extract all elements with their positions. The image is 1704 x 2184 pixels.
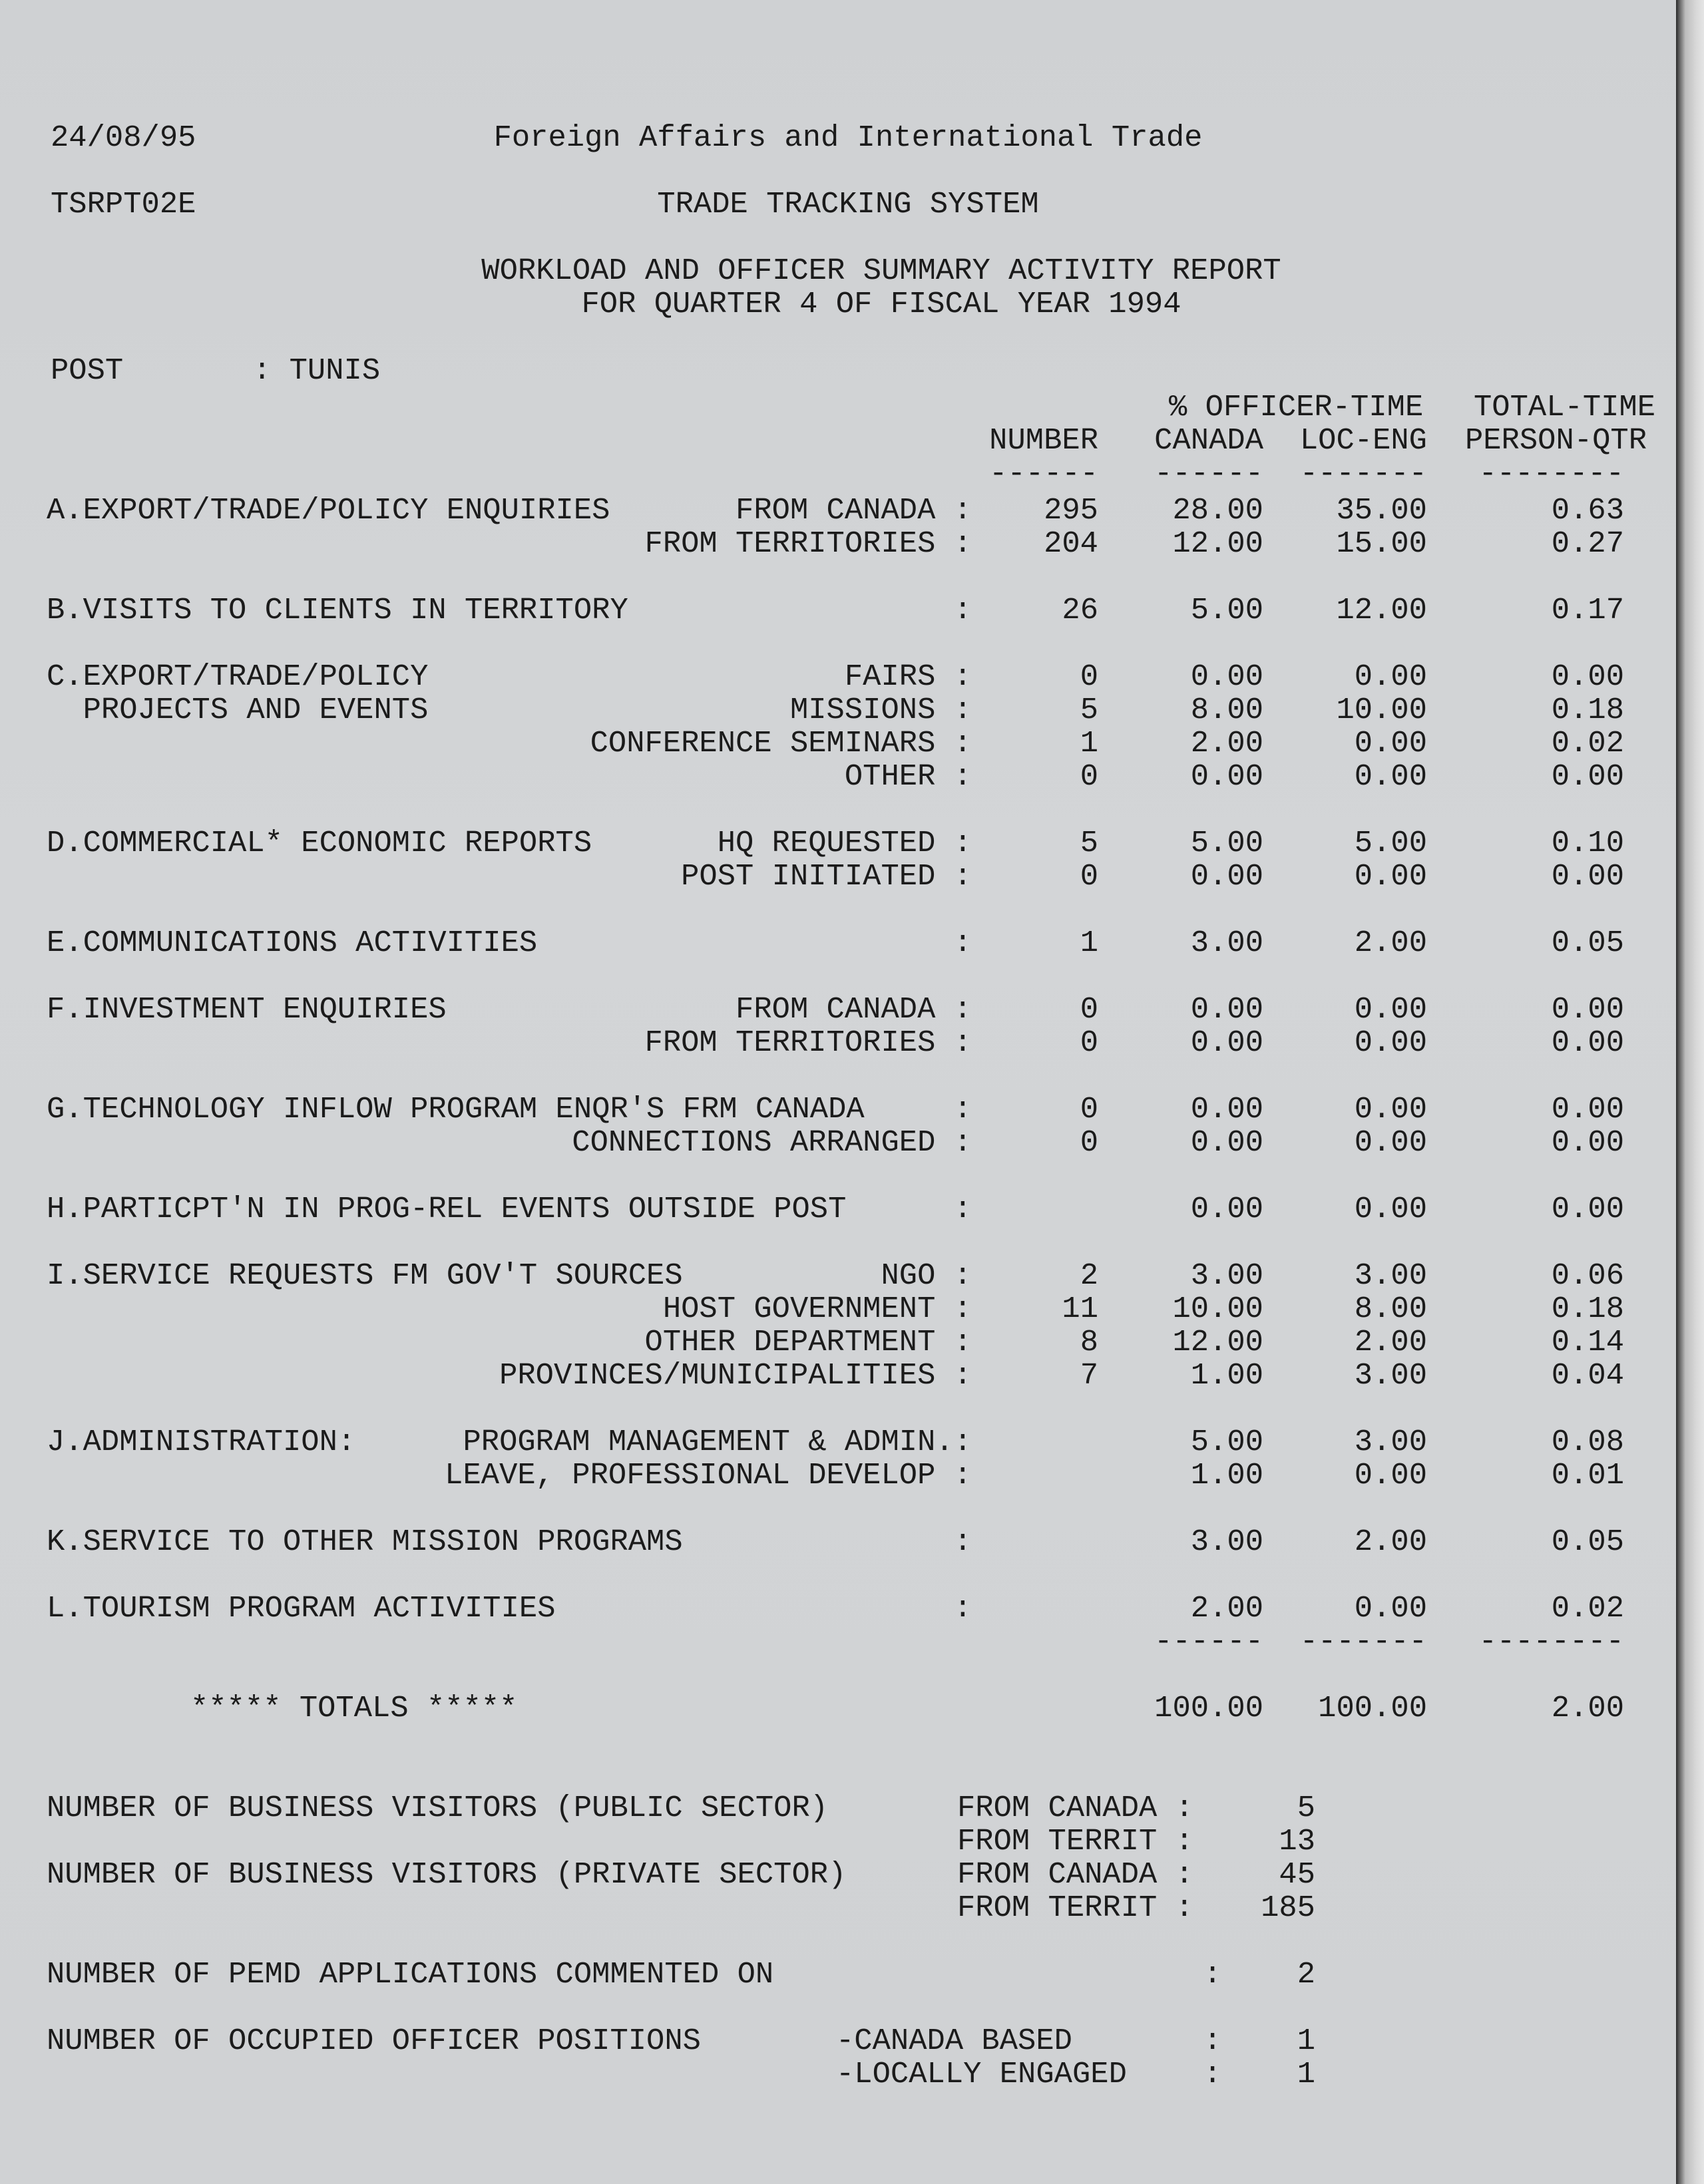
row-canada-pct: 0.00 <box>1190 992 1263 1027</box>
row-loceng-pct: 2.00 <box>1354 1325 1427 1360</box>
officer-count: 1 <box>1297 2024 1315 2058</box>
row-loceng-pct: 0.00 <box>1354 1092 1427 1127</box>
row-total-time: 0.02 <box>1551 1591 1624 1626</box>
row-canada-pct: 12.00 <box>1172 1325 1263 1360</box>
row-subcategory: NGO : <box>881 1258 972 1293</box>
row-number: 11 <box>1062 1292 1098 1326</box>
visitor-origin: FROM CANADA : <box>957 1791 1193 1825</box>
row-canada-pct: 0.00 <box>1190 1192 1263 1226</box>
row-subcategory: MISSIONS : <box>789 693 972 727</box>
row-subcategory: HOST GOVERNMENT : <box>662 1292 972 1326</box>
row-loceng-pct: 2.00 <box>1354 1525 1427 1559</box>
row-canada-pct: 0.00 <box>1190 859 1263 894</box>
row-subcategory: POST INITIATED : <box>681 859 972 894</box>
row-category: D.COMMERCIAL* ECONOMIC REPORTS <box>47 826 592 860</box>
loceng-underline: ------- <box>1299 456 1427 491</box>
row-loceng-pct: 0.00 <box>1354 726 1427 761</box>
row-subcategory: OTHER : <box>844 759 972 794</box>
row-loceng-pct: 0.00 <box>1354 859 1427 894</box>
row-category: I.SERVICE REQUESTS FM GOV'T SOURCES <box>47 1258 683 1293</box>
canada-underline: ------ <box>1154 456 1263 491</box>
row-category: K.SERVICE TO OTHER MISSION PROGRAMS <box>47 1525 683 1559</box>
row-total-time: 0.00 <box>1551 759 1624 794</box>
visitor-origin: FROM TERRIT : <box>957 1891 1193 1925</box>
pemd-count: 2 <box>1297 1957 1315 1992</box>
row-category: G.TECHNOLOGY INFLOW PROGRAM ENQR'S FRM CANADA <box>47 1092 865 1127</box>
row-category: E.COMMUNICATIONS ACTIVITIES <box>47 926 538 960</box>
row-total-time: 0.00 <box>1551 859 1624 894</box>
row-canada-pct: 3.00 <box>1190 926 1263 960</box>
row-total-time: 0.00 <box>1551 1092 1624 1127</box>
row-total-time: 0.00 <box>1551 992 1624 1027</box>
person-qtr-header: PERSON-QTR <box>1464 423 1647 458</box>
visitor-origin: FROM TERRIT : <box>957 1824 1193 1859</box>
row-loceng-pct: 3.00 <box>1354 1258 1427 1293</box>
number-underline: ------ <box>989 456 1098 491</box>
row-loceng-pct: 2.00 <box>1354 926 1427 960</box>
row-loceng-pct: 10.00 <box>1336 693 1427 727</box>
visitor-count: 45 <box>1279 1857 1315 1892</box>
row-subcategory: : <box>953 926 972 960</box>
row-subcategory: : <box>953 1525 972 1559</box>
row-canada-pct: 10.00 <box>1172 1292 1263 1326</box>
row-total-time: 0.05 <box>1551 1525 1624 1559</box>
row-number: 1 <box>1080 926 1098 960</box>
row-loceng-pct: 12.00 <box>1336 593 1427 628</box>
row-canada-pct: 2.00 <box>1190 726 1263 761</box>
totals-canada-rule: ------ <box>1154 1624 1263 1659</box>
pct-officer-time-header: % OFFICER-TIME <box>1169 390 1424 425</box>
row-subcategory: : <box>953 1591 972 1626</box>
visitor-count: 13 <box>1279 1824 1315 1859</box>
totals-total-rule: -------- <box>1478 1624 1624 1659</box>
row-subcategory: OTHER DEPARTMENT : <box>644 1325 972 1360</box>
row-subcategory: FROM CANADA : <box>736 992 972 1027</box>
row-total-time: 0.08 <box>1551 1425 1624 1459</box>
row-category: A.EXPORT/TRADE/POLICY ENQUIRIES <box>47 493 610 528</box>
row-category: L.TOURISM PROGRAM ACTIVITIES <box>47 1591 556 1626</box>
row-category: J.ADMINISTRATION: <box>47 1425 356 1459</box>
row-canada-pct: 28.00 <box>1172 493 1263 528</box>
row-category: PROJECTS AND EVENTS <box>47 693 429 727</box>
totals-loceng-rule: ------- <box>1299 1624 1427 1659</box>
system-name: TRADE TRACKING SYSTEM <box>657 187 1039 222</box>
row-canada-pct: 1.00 <box>1190 1458 1263 1493</box>
row-category: C.EXPORT/TRADE/POLICY <box>47 659 429 694</box>
officer-type: -LOCALLY ENGAGED <box>836 2057 1127 2092</box>
row-canada-pct: 0.00 <box>1190 659 1263 694</box>
number-header: NUMBER <box>989 423 1098 458</box>
row-subcategory: : <box>953 1192 972 1226</box>
report-subtitle: FOR QUARTER 4 OF FISCAL YEAR 1994 <box>581 287 1181 321</box>
row-loceng-pct: 3.00 <box>1354 1358 1427 1393</box>
row-canada-pct: 12.00 <box>1172 526 1263 561</box>
row-subcategory: CONNECTIONS ARRANGED : <box>572 1125 972 1160</box>
row-number: 0 <box>1080 1125 1098 1160</box>
row-subcategory: FROM CANADA : <box>736 493 972 528</box>
row-category: B.VISITS TO CLIENTS IN TERRITORY <box>47 593 628 628</box>
row-total-time: 0.00 <box>1551 659 1624 694</box>
row-number: 1 <box>1080 726 1098 761</box>
row-canada-pct: 0.00 <box>1190 1092 1263 1127</box>
row-number: 295 <box>1044 493 1098 528</box>
row-category: F.INVESTMENT ENQUIRIES <box>47 992 447 1027</box>
officer-count: 1 <box>1297 2057 1315 2092</box>
post-label: POST <box>51 353 124 388</box>
row-loceng-pct: 0.00 <box>1354 992 1427 1027</box>
row-subcategory: HQ REQUESTED : <box>717 826 972 860</box>
totals-canada: 100.00 <box>1154 1691 1263 1726</box>
row-canada-pct: 5.00 <box>1190 593 1263 628</box>
row-number: 5 <box>1080 693 1098 727</box>
report-code: TSRPT02E <box>51 187 196 222</box>
row-loceng-pct: 15.00 <box>1336 526 1427 561</box>
row-subcategory: PROGRAM MANAGEMENT & ADMIN.: <box>463 1425 972 1459</box>
total-underline: -------- <box>1478 456 1624 491</box>
department-name: Foreign Affairs and International Trade <box>493 120 1203 155</box>
row-canada-pct: 0.00 <box>1190 759 1263 794</box>
totals-loceng: 100.00 <box>1318 1691 1427 1726</box>
pemd-label: NUMBER OF PEMD APPLICATIONS COMMENTED ON <box>47 1957 774 1992</box>
row-total-time: 0.00 <box>1551 1025 1624 1060</box>
row-number: 0 <box>1080 1025 1098 1060</box>
row-total-time: 0.00 <box>1551 1192 1624 1226</box>
row-canada-pct: 8.00 <box>1190 693 1263 727</box>
row-canada-pct: 5.00 <box>1190 1425 1263 1459</box>
row-number: 0 <box>1080 859 1098 894</box>
row-category: H.PARTICPT'N IN PROG-REL EVENTS OUTSIDE POST <box>47 1192 847 1226</box>
row-loceng-pct: 0.00 <box>1354 1192 1427 1226</box>
row-canada-pct: 1.00 <box>1190 1358 1263 1393</box>
row-subcategory: FAIRS : <box>844 659 972 694</box>
row-loceng-pct: 0.00 <box>1354 659 1427 694</box>
row-number: 0 <box>1080 759 1098 794</box>
row-loceng-pct: 3.00 <box>1354 1425 1427 1459</box>
row-subcategory: CONFERENCE SEMINARS : <box>590 726 972 761</box>
pemd-colon: : <box>1203 1957 1222 1992</box>
row-total-time: 0.00 <box>1551 1125 1624 1160</box>
row-loceng-pct: 0.00 <box>1354 1025 1427 1060</box>
loceng-header: LOC-ENG <box>1299 423 1427 458</box>
row-subcategory: PROVINCES/MUNICIPALITIES : <box>499 1358 972 1393</box>
row-total-time: 0.18 <box>1551 1292 1624 1326</box>
row-loceng-pct: 0.00 <box>1354 1591 1427 1626</box>
row-total-time: 0.10 <box>1551 826 1624 860</box>
row-subcategory: : <box>953 1092 972 1127</box>
row-total-time: 0.27 <box>1551 526 1624 561</box>
report-date: 24/08/95 <box>51 120 196 155</box>
total-time-header: TOTAL-TIME <box>1474 390 1656 425</box>
row-subcategory: LEAVE, PROFESSIONAL DEVELOP : <box>445 1458 972 1493</box>
row-total-time: 0.02 <box>1551 726 1624 761</box>
row-number: 7 <box>1080 1358 1098 1393</box>
row-canada-pct: 3.00 <box>1190 1525 1263 1559</box>
row-total-time: 0.18 <box>1551 693 1624 727</box>
row-total-time: 0.06 <box>1551 1258 1624 1293</box>
row-total-time: 0.01 <box>1551 1458 1624 1493</box>
row-number: 2 <box>1080 1258 1098 1293</box>
page-binding-edge <box>1676 0 1704 2184</box>
row-loceng-pct: 0.00 <box>1354 1458 1427 1493</box>
officer-colon: : <box>1203 2057 1222 2092</box>
post-value: : TUNIS <box>253 353 381 388</box>
row-canada-pct: 3.00 <box>1190 1258 1263 1293</box>
visitor-count: 5 <box>1297 1791 1315 1825</box>
totals-total-time: 2.00 <box>1551 1691 1624 1726</box>
row-subcategory: FROM TERRITORIES : <box>644 526 972 561</box>
row-total-time: 0.04 <box>1551 1358 1624 1393</box>
row-total-time: 0.17 <box>1551 593 1624 628</box>
row-canada-pct: 0.00 <box>1190 1125 1263 1160</box>
row-number: 0 <box>1080 659 1098 694</box>
officer-positions-label: NUMBER OF OCCUPIED OFFICER POSITIONS <box>47 2024 701 2058</box>
row-loceng-pct: 35.00 <box>1336 493 1427 528</box>
canada-header: CANADA <box>1154 423 1263 458</box>
report-title: WORKLOAD AND OFFICER SUMMARY ACTIVITY REPORT <box>481 254 1281 288</box>
row-canada-pct: 0.00 <box>1190 1025 1263 1060</box>
row-loceng-pct: 5.00 <box>1354 826 1427 860</box>
visitor-count: 185 <box>1261 1891 1315 1925</box>
row-canada-pct: 2.00 <box>1190 1591 1263 1626</box>
visitor-label: NUMBER OF BUSINESS VISITORS (PRIVATE SECTOR) <box>47 1857 847 1892</box>
row-loceng-pct: 0.00 <box>1354 1125 1427 1160</box>
officer-type: -CANADA BASED <box>836 2024 1072 2058</box>
row-number: 26 <box>1062 593 1098 628</box>
row-number: 5 <box>1080 826 1098 860</box>
row-number: 8 <box>1080 1325 1098 1360</box>
row-canada-pct: 5.00 <box>1190 826 1263 860</box>
visitor-label: NUMBER OF BUSINESS VISITORS (PUBLIC SECTOR) <box>47 1791 829 1825</box>
visitor-origin: FROM CANADA : <box>957 1857 1193 1892</box>
row-number: 204 <box>1044 526 1098 561</box>
row-subcategory: FROM TERRITORIES : <box>644 1025 972 1060</box>
row-total-time: 0.63 <box>1551 493 1624 528</box>
row-loceng-pct: 0.00 <box>1354 759 1427 794</box>
row-total-time: 0.05 <box>1551 926 1624 960</box>
row-number: 0 <box>1080 992 1098 1027</box>
row-total-time: 0.14 <box>1551 1325 1624 1360</box>
officer-colon: : <box>1203 2024 1222 2058</box>
row-loceng-pct: 8.00 <box>1354 1292 1427 1326</box>
row-subcategory: : <box>953 593 972 628</box>
row-number: 0 <box>1080 1092 1098 1127</box>
totals-label: ***** TOTALS ***** <box>190 1691 518 1726</box>
